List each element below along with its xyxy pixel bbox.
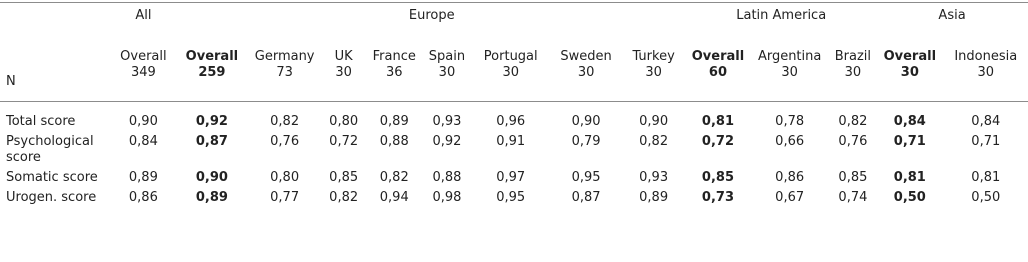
table-cell: 0,85	[329, 170, 359, 185]
table-cell: 0,84	[893, 114, 926, 129]
table-cell: 0,98	[432, 190, 462, 205]
column-header	[424, 45, 470, 101]
table-cell: 0,71	[971, 134, 1001, 149]
table-cell: 0,81	[893, 170, 926, 185]
table-cell: 0,90	[639, 114, 669, 129]
table-cell: 0,79	[571, 134, 601, 149]
table-cell: 0,89	[195, 190, 228, 205]
column-name: Indonesia	[954, 49, 1018, 64]
table-cell: 0,88	[432, 170, 462, 185]
table-row	[0, 190, 1028, 210]
spacer-row	[0, 101, 1028, 114]
table-cell: 0,96	[496, 114, 526, 129]
column-header	[177, 45, 247, 101]
column-header	[621, 45, 686, 101]
empty-corner-cell	[0, 3, 110, 45]
column-n: 259	[198, 65, 226, 80]
column-name: Overall	[883, 49, 937, 64]
table-cell: 0,82	[639, 134, 669, 149]
column-name: Overall	[185, 49, 239, 64]
column-name: Brazil	[834, 49, 872, 64]
column-n: 30	[577, 65, 595, 80]
table-cell: 0,71	[893, 134, 926, 149]
table-cell: 0,78	[775, 114, 805, 129]
column-n: 36	[385, 65, 403, 80]
table-cell: 0,74	[838, 190, 868, 205]
table-cell: 0,81	[971, 170, 1001, 185]
table-cell: 0,87	[195, 134, 228, 149]
region-all: All	[135, 8, 152, 23]
table-cell: 0,92	[432, 134, 462, 149]
table-cell: 0,73	[701, 190, 734, 205]
column-name: Argentina	[757, 49, 822, 64]
table-cell: 0,85	[838, 170, 868, 185]
region-header-row	[0, 3, 1028, 45]
table-cell: 0,90	[195, 170, 228, 185]
column-n: 30	[977, 65, 995, 80]
table-cell: 0,50	[971, 190, 1001, 205]
table-cell: 0,88	[379, 134, 409, 149]
table-row	[0, 134, 1028, 170]
table-cell: 0,85	[701, 170, 734, 185]
column-header	[686, 45, 749, 101]
table-cell: 0,72	[329, 134, 359, 149]
table-cell: 0,94	[379, 190, 409, 205]
table-cell: 0,80	[270, 170, 300, 185]
column-name: Turkey	[632, 49, 675, 64]
table-cell: 0,82	[379, 170, 409, 185]
table-cell: 0,50	[893, 190, 926, 205]
column-n: 30	[335, 65, 352, 80]
table-cell: 0,97	[496, 170, 526, 185]
row-label: Urogen. score	[6, 190, 97, 205]
column-name: Overall	[120, 49, 167, 64]
column-n: 30	[502, 65, 519, 80]
table-cell: 0,82	[270, 114, 300, 129]
table-cell: 0,76	[838, 134, 868, 149]
table-cell: 0,90	[571, 114, 601, 129]
column-header	[247, 45, 323, 101]
column-n: 30	[900, 65, 919, 80]
column-name: Germany	[254, 49, 315, 64]
column-header-row	[0, 45, 1028, 101]
column-header	[365, 45, 424, 101]
table-cell: 0,92	[195, 114, 228, 129]
column-name: Overall	[691, 49, 745, 64]
table-cell: 0,86	[775, 170, 805, 185]
column-n: 30	[438, 65, 456, 80]
table-cell: 0,80	[329, 114, 359, 129]
table-cell: 0,89	[128, 170, 158, 185]
column-header	[944, 45, 1028, 101]
table-cell: 0,77	[270, 190, 300, 205]
column-n: 30	[844, 65, 862, 80]
table-cell: 0,93	[432, 114, 462, 129]
table-cell: 0,93	[639, 170, 669, 185]
table-cell: 0,81	[701, 114, 734, 129]
row-label: Psychological score	[6, 134, 94, 165]
column-header	[110, 45, 177, 101]
table-row	[0, 170, 1028, 190]
region-latin-america: Latin America	[736, 8, 827, 23]
column-header	[830, 45, 876, 101]
table-cell: 0,66	[775, 134, 805, 149]
table-cell: 0,95	[571, 170, 601, 185]
table-cell: 0,86	[128, 190, 158, 205]
table-cell: 0,91	[496, 134, 526, 149]
row-label: Total score	[6, 114, 76, 129]
column-header	[551, 45, 621, 101]
table-cell: 0,89	[639, 190, 669, 205]
column-n: 30	[781, 65, 798, 80]
region-asia: Asia	[938, 8, 966, 23]
column-n: 30	[645, 65, 662, 80]
column-name: Spain	[428, 49, 466, 64]
table-cell: 0,95	[496, 190, 526, 205]
reliability-table	[0, 3, 1028, 210]
table-cell: 0,72	[701, 134, 734, 149]
column-n: 60	[708, 65, 728, 80]
table-cell: 0,82	[329, 190, 359, 205]
table-cell: 0,76	[270, 134, 300, 149]
row-label: Somatic score	[6, 170, 98, 185]
column-name: France	[372, 49, 416, 64]
table-cell: 0,90	[128, 114, 158, 129]
table-cell: 0,67	[775, 190, 805, 205]
column-name: UK	[334, 49, 353, 64]
n-row-label: N	[6, 74, 16, 89]
column-header	[876, 45, 943, 101]
table-body	[0, 114, 1028, 210]
table-cell: 0,82	[838, 114, 868, 129]
column-header	[750, 45, 830, 101]
table-row	[0, 114, 1028, 134]
column-header	[470, 45, 551, 101]
region-europe: Europe	[408, 8, 455, 23]
table-cell: 0,87	[571, 190, 601, 205]
column-name: Sweden	[560, 49, 612, 64]
column-n: 73	[276, 65, 293, 80]
table-cell: 0,84	[971, 114, 1001, 129]
column-header	[323, 45, 365, 101]
column-n: 349	[130, 65, 156, 80]
table-cell: 0,84	[128, 134, 158, 149]
column-name: Portugal	[483, 49, 538, 64]
table-cell: 0,89	[379, 114, 409, 129]
